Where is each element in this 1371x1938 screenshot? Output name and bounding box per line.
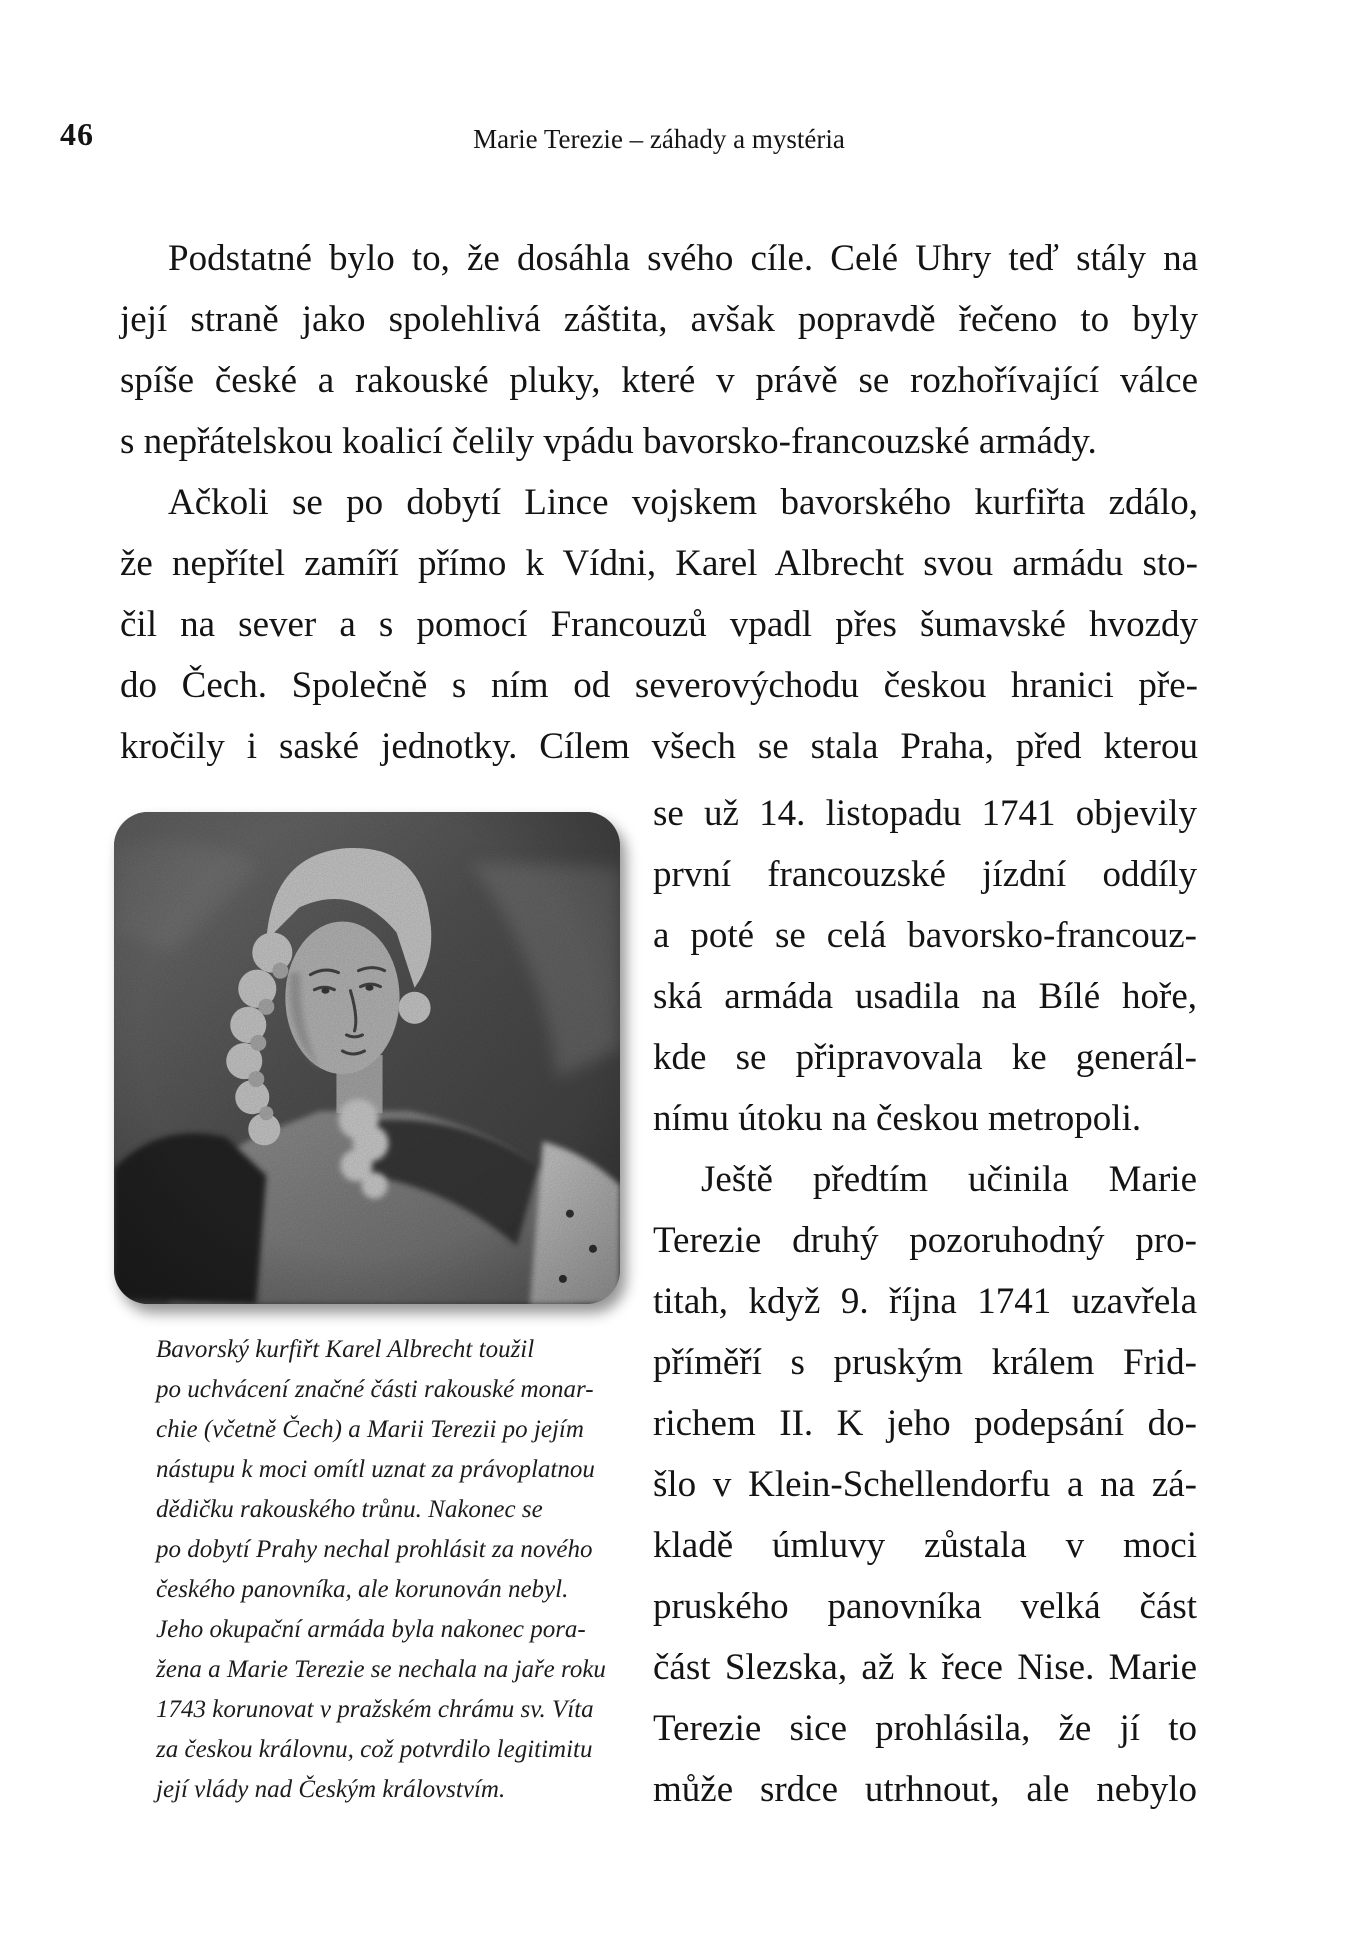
body-text-upper — [120, 228, 1198, 777]
karel-albrecht-portrait-image — [114, 812, 620, 1304]
text-line: že nepřítel zamíří přímo k Vídni, Karel Albrecht svou armádu sto- — [120, 543, 1198, 584]
text-line: může srdce utrhnout, ale nebylo — [653, 1769, 1197, 1810]
portrait-figure — [114, 812, 620, 1304]
text-line: kročily i saské jednotky. Cílem všech se stala Praha, před kterou — [120, 726, 1198, 767]
text-line: po uchvácení značné části rakouské monar- — [156, 1376, 594, 1403]
text-line: richem II. K jeho podepsání do- — [653, 1403, 1197, 1444]
text-line: s nepřátelskou koalicí čelily vpádu bavorsko-francouzské armády. — [120, 421, 1097, 462]
text-line: českého panovníka, ale korunován nebyl. — [156, 1576, 569, 1603]
text-line: první francouzské jízdní oddíly — [653, 854, 1197, 895]
text-line: 1743 korunovat v pražském chrámu sv. Víta — [156, 1696, 594, 1723]
text-line: čil na sever a s pomocí Francouzů vpadl přes šumavské hvozdy — [120, 604, 1198, 645]
text-line: šlo v Klein-Schellendorfu a na zá- — [653, 1464, 1197, 1505]
text-line: Terezie sice prohlásila, že jí to — [653, 1708, 1197, 1749]
text-line: spíše české a rakouské pluky, které v právě se rozhořívající válce — [120, 360, 1198, 401]
text-line: po dobytí Prahy nechal prohlásit za nového — [156, 1536, 593, 1563]
text-line: Bavorský kurfiřt Karel Albrecht toužil — [156, 1336, 535, 1363]
text-line: část Slezska, až k řece Nise. Marie — [653, 1647, 1197, 1688]
text-line: dědičku rakouského trůnu. Nakonec se — [156, 1496, 543, 1523]
text-line: příměří s pruským králem Frid- — [653, 1342, 1197, 1383]
text-line: do Čech. Společně s ním od severovýchodu českou hranici pře- — [120, 665, 1198, 706]
text-line: její vlády nad Českým královstvím. — [156, 1776, 506, 1803]
text-line: žena a Marie Terezie se nechala na jaře roku — [156, 1656, 606, 1683]
text-line: nímu útoku na českou metropoli. — [653, 1098, 1142, 1139]
text-line: Ještě předtím učinila Marie — [701, 1159, 1197, 1200]
text-line: se už 14. listopadu 1741 objevily — [653, 793, 1197, 834]
text-line: Jeho okupační armáda byla nakonec pora- — [156, 1616, 586, 1643]
running-header: Marie Terezie – záhady a mystéria — [473, 124, 845, 154]
text-line: a poté se celá bavorsko-francouz- — [653, 915, 1197, 956]
page-number: 46 — [60, 116, 94, 152]
text-line: nástupu k moci omítl uznat za právoplatnou — [156, 1456, 595, 1483]
text-line: Ačkoli se po dobytí Lince vojskem bavorského kurfiřta zdálo, — [168, 482, 1198, 523]
text-line: chie (včetně Čech) a Marii Terezii po jejím — [156, 1416, 584, 1443]
text-line: za českou královnu, což potvrdilo legitimitu — [156, 1736, 593, 1763]
text-line: její straně jako spolehlivá záštita, avšak popravdě řečeno to byly — [120, 299, 1198, 340]
text-line: kde se připravovala ke generál- — [653, 1037, 1197, 1078]
text-line: Terezie druhý pozoruhodný pro- — [653, 1220, 1197, 1261]
text-line: kladě úmluvy zůstala v moci — [653, 1525, 1197, 1566]
text-line: Podstatné bylo to, že dosáhla svého cíle. Celé Uhry teď stály na — [168, 238, 1198, 279]
figure-caption — [156, 1330, 626, 1810]
text-line: ská armáda usadila na Bílé hoře, — [653, 976, 1197, 1017]
text-line: titah, když 9. října 1741 uzavřela — [653, 1281, 1197, 1322]
text-line: pruského panovníka velká část — [653, 1586, 1197, 1627]
body-text-right-column — [653, 783, 1197, 1820]
